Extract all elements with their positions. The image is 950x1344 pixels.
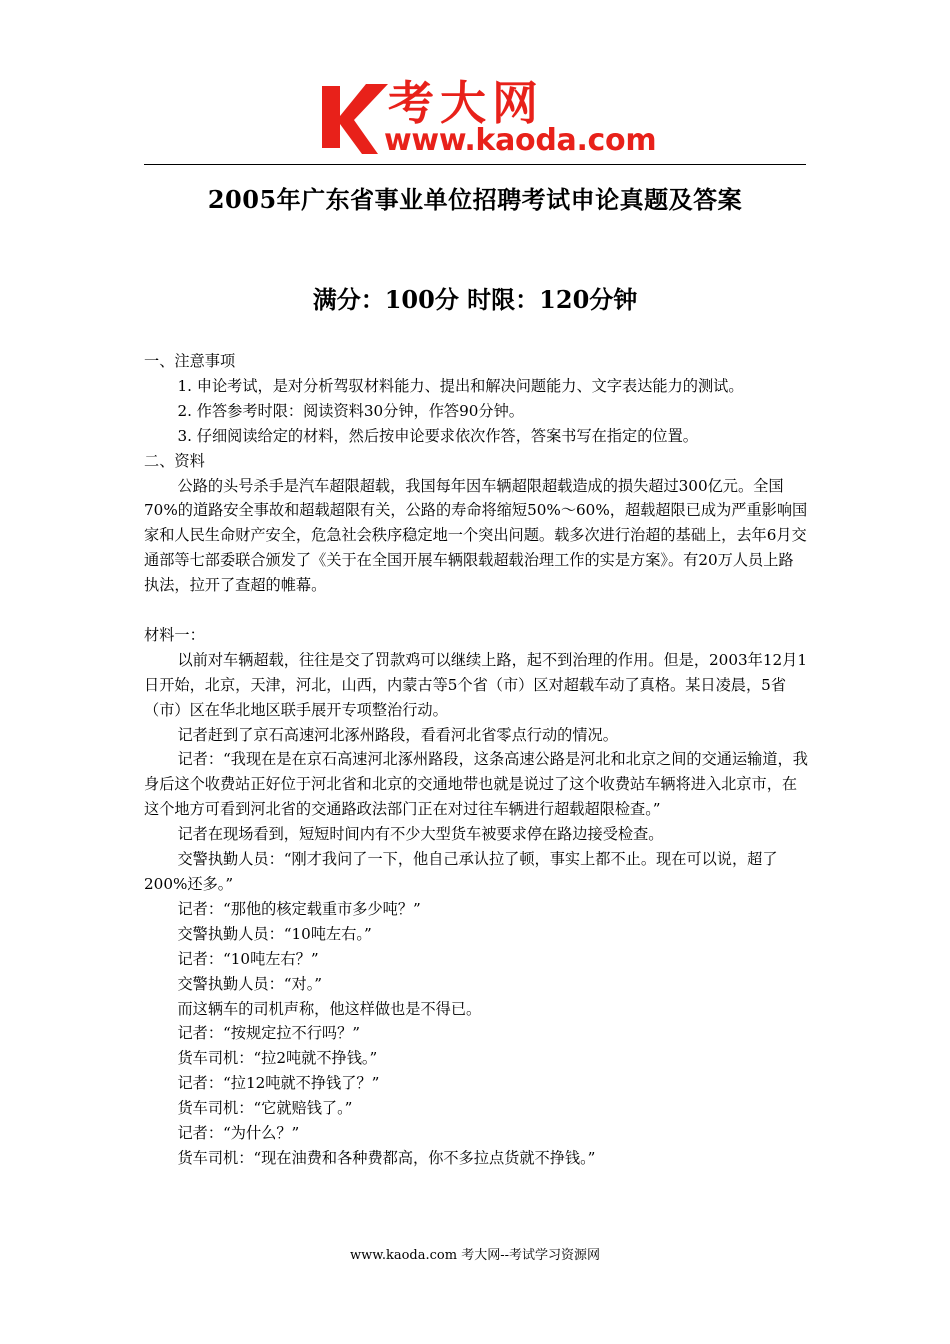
- dialogue-line: 记者：“拉12吨就不挣钱了？”: [177, 1074, 380, 1093]
- dialogue-line: 交警执勤人员：“10吨左右。”: [177, 924, 372, 943]
- dialogue-line: 货车司机：“它就赔钱了。”: [177, 1099, 353, 1118]
- header-divider: [144, 164, 806, 165]
- document-title: 2005年广东省事业单位招聘考试申论真题及答案: [207, 185, 743, 214]
- dialogue-line: 记者：“按规定拉不行吗？”: [177, 1024, 361, 1043]
- dialogue-line: 交警执勤人员：“对。”: [177, 974, 323, 993]
- note-item: 2. 作答参考时限：阅读资料30分钟，作答90分钟。: [177, 401, 524, 420]
- dialogue-line: 货车司机：“拉2吨就不挣钱。”: [177, 1049, 378, 1068]
- material-intro: 公路的头号杀手是汽车超限超载，我国每年因车辆超限超载造成的损失超过300亿元。全国70%的道路安全事故和超载超限有关，公路的寿命将缩短50%～60%，超载超限已成为严重影响国家和人民生命财产安全，危急社会秩序稳定地一个突出问题。载多次进行治超的基础上，去年6月交通部等七部委联合颁发了《关于在全国开展车辆限载超载治理工作的实是方案》。有20万人员上路执法，拉开了查超的帷幕。: [144, 476, 808, 595]
- logo-chinese-name: 考大网: [388, 76, 544, 130]
- material-paragraph: 以前对车辆超载，往往是交了罚款鸡可以继续上路，起不到治理的作用。但是，2003年12月1日开始，北京，天津，河北，山西，内蒙古等5个省（市）区对超载车动了真格。某日凌晨，5省（市）区在华北地区联手展开专项整治行动。: [144, 650, 808, 719]
- blank-line: [144, 598, 808, 623]
- material-paragraph: 而这辆车的司机声称，他这样做也是不得已。: [177, 999, 482, 1018]
- dialogue-line: 货车司机：“现在油费和各种费都高，你不多拉点货就不挣钱。”: [177, 1148, 596, 1167]
- material-paragraph: 交警执勤人员：“刚才我问了一下，他自己承认拉了顿，事实上都不止。现在可以说，超了200%还多。”: [144, 850, 778, 894]
- document-body: [144, 349, 808, 1171]
- material-paragraph: 记者在现场看到，短短时间内有不少大型货车被要求停在路边接受检查。: [177, 825, 664, 844]
- score-time-limit: 满分：100分 时限：120分钟: [312, 285, 638, 314]
- note-item: 3. 仔细阅读给定的材料，然后按申论要求依次作答，答案书写在指定的位置。: [177, 426, 698, 445]
- dialogue-line: 记者：“为什么？”: [177, 1124, 300, 1143]
- material-paragraph: 记者：“我现在是在京石高速河北涿州路段，这条高速公路是河北和北京之间的交通运输道，我身后这个收费站正好位于河北省和北京的交通地带也就是说过了这个收费站车辆将进入北京市，在这个地方可看到河北省的交通路政法部门正在对过往车辆进行超载超限检查。”: [144, 750, 808, 819]
- note-item: 1. 申论考试，是对分析驾驭材料能力、提出和解决问题能力、文字表达能力的测试。: [177, 376, 744, 395]
- dialogue-line: 记者：“10吨左右？”: [177, 949, 319, 968]
- kaoda-logo[interactable]: [318, 76, 657, 160]
- logo-url: www.kaoda.com: [384, 123, 657, 158]
- material-one-heading: 材料一：: [144, 625, 205, 644]
- material-heading: 二、资料: [144, 451, 205, 470]
- notes-heading: 一、注意事项: [144, 352, 236, 370]
- page-footer[interactable]: www.kaoda.com 考大网--考试学习资源网: [350, 1248, 600, 1263]
- dialogue-line: 记者：“那他的核定载重市多少吨？”: [177, 899, 421, 918]
- material-paragraph: 记者赶到了京石高速河北涿州路段，看看河北省零点行动的情况。: [177, 725, 618, 744]
